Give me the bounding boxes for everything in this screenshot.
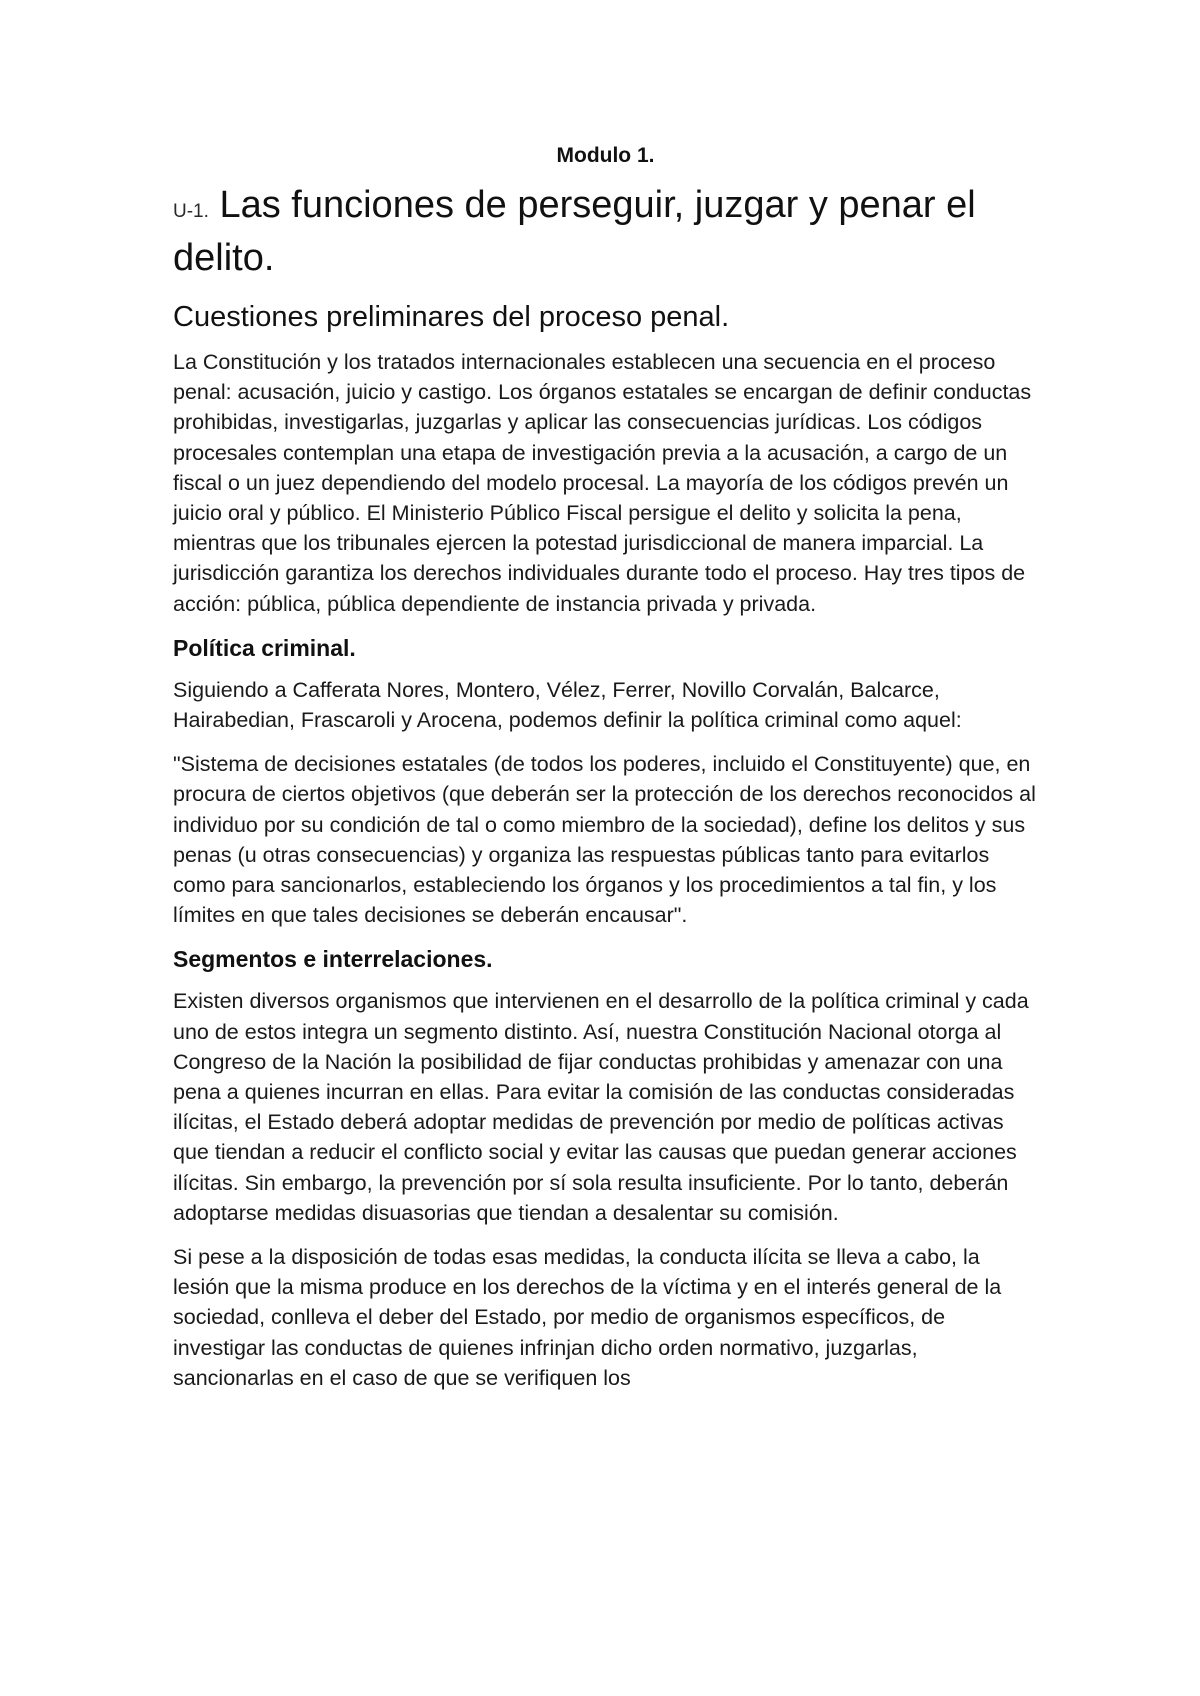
unit-heading [173,182,1038,281]
unit-prefix: U-1. [173,201,209,222]
document-content [173,142,1038,1407]
paragraph-preliminares: La Constitución y los tratados internacionales establecen una secuencia en el proceso penal: acusación, juicio y castigo. Los órganos estatales se encargan de definir conductas prohibidas, investigarlas, juzgarlas y aplicar las consecuencias jurídicas. Los códigos procesales contemplan una etapa de investigación previa a la acusación, a cargo de un fiscal o un juez dependiendo del modelo procesal. La mayoría de los códigos prevén un juicio oral y público. El Ministerio Público Fiscal persigue el delito y solicita la pena, mientras que los tribunales ejercen la potestad jurisdiccional de manera imparcial. La jurisdicción garantiza los derechos individuales durante todo el proceso. Hay tres tipos de acción: pública, pública dependiente de instancia privada y privada. [173,350,1032,616]
module-title: Modulo 1. [556,144,655,167]
unit-title: Las funciones de perseguir, juzgar y penar el delito. [173,184,976,279]
paragraph-segmentos-2: Si pese a la disposición de todas esas medidas, la conducta ilícita se lleva a cabo, la lesión que la misma produce en los derechos de la víctima y en el interés general de la sociedad, conlleva el deber del Estado, por medio de organismos específicos, de investigar las conductas de quienes infrinjan dicho orden normativo, juzgarlas, sancionarlas en el caso de que se verifiquen los [173,1245,1002,1390]
section-heading-segmentos: Segmentos e interrelaciones. [173,946,493,973]
paragraph-politica-quote: "Sistema de decisiones estatales (de todos los poderes, incluido el Constituyente) que, en procura de ciertos objetivos (que deberán ser la protección de los derechos reconocidos al individuo por su condición de tal o como miembro de la sociedad), define los delitos y sus penas (u otras consecuencias) y organiza las respuestas públicas tanto para evitarlos como para sancionarlos, estableciendo los órganos y los procedimientos a tal fin, y los límites en que tales decisiones se deberán encausar". [173,752,1036,928]
section-heading-preliminares: Cuestiones preliminares del proceso penal. [173,301,730,333]
section-heading-politica-criminal: Política criminal. [173,634,356,661]
paragraph-politica-intro: Siguiendo a Cafferata Nores, Montero, Vélez, Ferrer, Novillo Corvalán, Balcarce, Hairabedian, Frascaroli y Arocena, podemos definir la política criminal como aquel: [173,677,962,733]
paragraph-segmentos-1: Existen diversos organismos que intervienen en el desarrollo de la política criminal y cada uno de estos integra un segmento distinto. Así, nuestra Constitución Nacional otorga al Congreso de la Nación la posibilidad de fijar conductas prohibidas y amenazar con una pena a quienes incurran en ellas. Para evitar la comisión de las conductas consideradas ilícitas, el Estado deberá adoptar medidas de prevención por medio de políticas activas que tiendan a reducir el conflicto social y evitar las causas que puedan generar acciones ilícitas. Sin embargo, la prevención por sí sola resulta insuficiente. Por lo tanto, deberán adoptarse medidas disuasorias que tiendan a desalentar su comisión. [173,989,1029,1225]
